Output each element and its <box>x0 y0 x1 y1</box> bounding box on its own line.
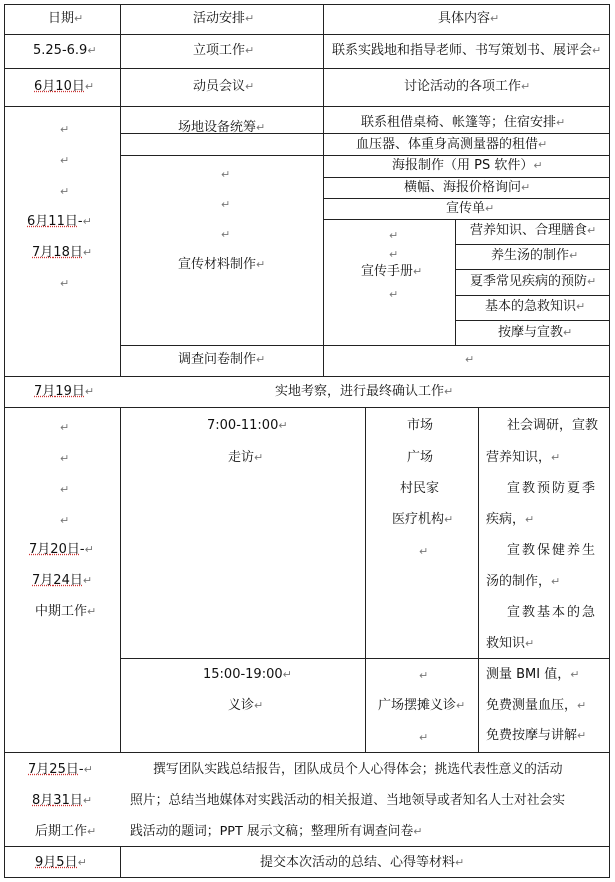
header-content: 具体内容↵ <box>438 11 500 26</box>
manual-item-2: 养生汤的制作↵ <box>491 248 579 263</box>
visit-desc-5: 宣教保健养生 <box>507 543 598 558</box>
clinic-desc-1: 测量 BMI 值，↵ <box>486 667 580 682</box>
empty-mark: ↵ <box>60 421 70 434</box>
visit-desc-8: 救知识↵ <box>486 636 535 651</box>
clinic-place: 广场摆摊义诊↵ <box>378 698 466 713</box>
manual-label: 宣传手册↵ <box>361 264 423 279</box>
rule <box>4 68 610 69</box>
place-2: 广场 <box>407 450 434 465</box>
visit-desc-3: 宣教预防夏季 <box>507 481 598 496</box>
row6-date-end: 8月31日↵ <box>32 793 93 808</box>
rule <box>4 846 610 847</box>
row2-date: 6月10日↵ <box>34 79 95 94</box>
visit-desc-2: 营养知识，↵ <box>486 450 561 465</box>
visit-label: 走访↵ <box>228 450 264 465</box>
empty-mark: ↵ <box>60 452 70 465</box>
visit-desc-6: 汤的制作，↵ <box>486 574 561 589</box>
rule <box>323 4 324 376</box>
rule <box>4 752 610 753</box>
row7-date: 9月5日↵ <box>35 855 87 870</box>
row6-content-line-1: 撰写团队实践总结报告，团队成员个人心得体会；挑选代表性意义的活动 <box>153 762 563 777</box>
rule <box>455 244 610 245</box>
survey-label: 调查问卷制作↵ <box>178 352 266 367</box>
row5-date-start: 7月20日-↵ <box>29 542 94 557</box>
promo-item-1: 海报制作（用 PS 软件）↵ <box>392 158 543 173</box>
rule <box>609 4 610 878</box>
venue-label: 场地设备统筹↵ <box>178 120 266 135</box>
manual-item-3: 夏季常见疾病的预防↵ <box>470 274 597 289</box>
promo-label: 宣传材料制作↵ <box>178 257 266 272</box>
row3-date-start: 6月11日-↵ <box>27 214 92 229</box>
empty-mark: ↵ <box>60 154 70 167</box>
clinic-time: 15:00-19:00↵ <box>203 667 292 682</box>
rule <box>4 376 610 377</box>
rule <box>4 877 610 878</box>
rule <box>120 846 121 878</box>
row6-content-line-3: 践活动的题词；PPT 展示文稿；整理所有调查问卷↵ <box>130 824 423 839</box>
manual-item-1: 营养知识、合理膳食↵ <box>470 223 597 238</box>
empty-mark: ↵ <box>419 731 429 744</box>
row2-activity: 动员会议↵ <box>193 79 255 94</box>
promo-item-3: 宣传单↵ <box>446 201 495 216</box>
row6-date-start: 7月25日-↵ <box>28 762 93 777</box>
empty-mark: ↵ <box>60 123 70 136</box>
rule <box>120 345 610 346</box>
empty-mark: ↵ <box>60 277 70 290</box>
rule <box>323 177 610 178</box>
rule <box>120 4 121 376</box>
rule <box>455 219 456 345</box>
row4-content: 实地考察，进行最终确认工作↵ <box>275 384 454 399</box>
row2-content: 讨论活动的各项工作↵ <box>404 79 531 94</box>
row1-content: 联系实践地和指导老师、书写策划书、展评会↵ <box>332 43 602 58</box>
rule <box>455 295 610 296</box>
empty-mark: ↵ <box>60 483 70 496</box>
rule <box>323 198 610 199</box>
rule <box>120 155 610 156</box>
rule <box>4 407 610 408</box>
empty-mark: ↵ <box>389 288 399 301</box>
empty-mark: ↵ <box>419 545 429 558</box>
empty-mark: ↵ <box>419 669 429 682</box>
place-3: 村民家 <box>400 481 440 496</box>
empty-mark: ↵ <box>389 229 399 242</box>
empty-mark: ↵ <box>221 228 231 241</box>
manual-item-4: 基本的急救知识↵ <box>485 299 586 314</box>
place-1: 市场 <box>407 418 434 433</box>
visit-time: 7:00-11:00↵ <box>207 418 288 433</box>
venue-item-2: 血压器、体重身高测量器的租借↵ <box>356 137 548 152</box>
clinic-label: 义诊↵ <box>228 698 264 713</box>
row7-content: 提交本次活动的总结、心得等材料↵ <box>260 855 465 870</box>
rule <box>455 269 610 270</box>
empty-mark: ↵ <box>465 353 475 366</box>
place-4: 医疗机构↵ <box>392 512 454 527</box>
row5-date-end: 7月24日↵ <box>32 573 93 588</box>
row5-phase: 中期工作↵ <box>35 604 97 619</box>
venue-item-1: 联系租借桌椅、帐篷等；住宿安排↵ <box>361 115 566 130</box>
rule <box>120 407 121 752</box>
row1-date: 5.25-6.9↵ <box>33 43 97 58</box>
promo-item-2: 横幅、海报价格询问↵ <box>404 180 531 195</box>
empty-mark: ↵ <box>221 168 231 181</box>
row6-content-line-2: 照片；总结当地媒体对实践活动的相关报道、当地领导或者知名人士对社会实 <box>130 793 566 808</box>
row1-activity: 立项工作↵ <box>193 43 255 58</box>
rule <box>4 4 5 878</box>
manual-item-5: 按摩与宣教↵ <box>498 325 573 340</box>
row6-phase: 后期工作↵ <box>35 824 97 839</box>
rule <box>4 106 610 107</box>
empty-mark: ↵ <box>389 248 399 261</box>
header-activity: 活动安排↵ <box>193 11 255 26</box>
empty-mark: ↵ <box>60 514 70 527</box>
rule <box>323 219 610 220</box>
rule <box>478 407 479 752</box>
rule <box>365 407 366 752</box>
row4-date: 7月19日↵ <box>34 384 95 399</box>
rule <box>455 320 610 321</box>
visit-desc-4: 疾病，↵ <box>486 512 535 527</box>
clinic-desc-2: 免费测量血压，↵ <box>486 698 587 713</box>
rule <box>4 4 610 5</box>
visit-desc-1: 社会调研，宣教 <box>507 418 599 433</box>
empty-mark: ↵ <box>60 185 70 198</box>
clinic-desc-3: 免费按摩与讲解↵ <box>486 728 587 743</box>
header-date: 日期↵ <box>48 11 84 26</box>
row3-date-end: 7月18日↵ <box>32 245 93 260</box>
empty-mark: ↵ <box>221 198 231 211</box>
visit-desc-7: 宣教基本的急 <box>507 605 598 620</box>
rule <box>4 34 610 35</box>
